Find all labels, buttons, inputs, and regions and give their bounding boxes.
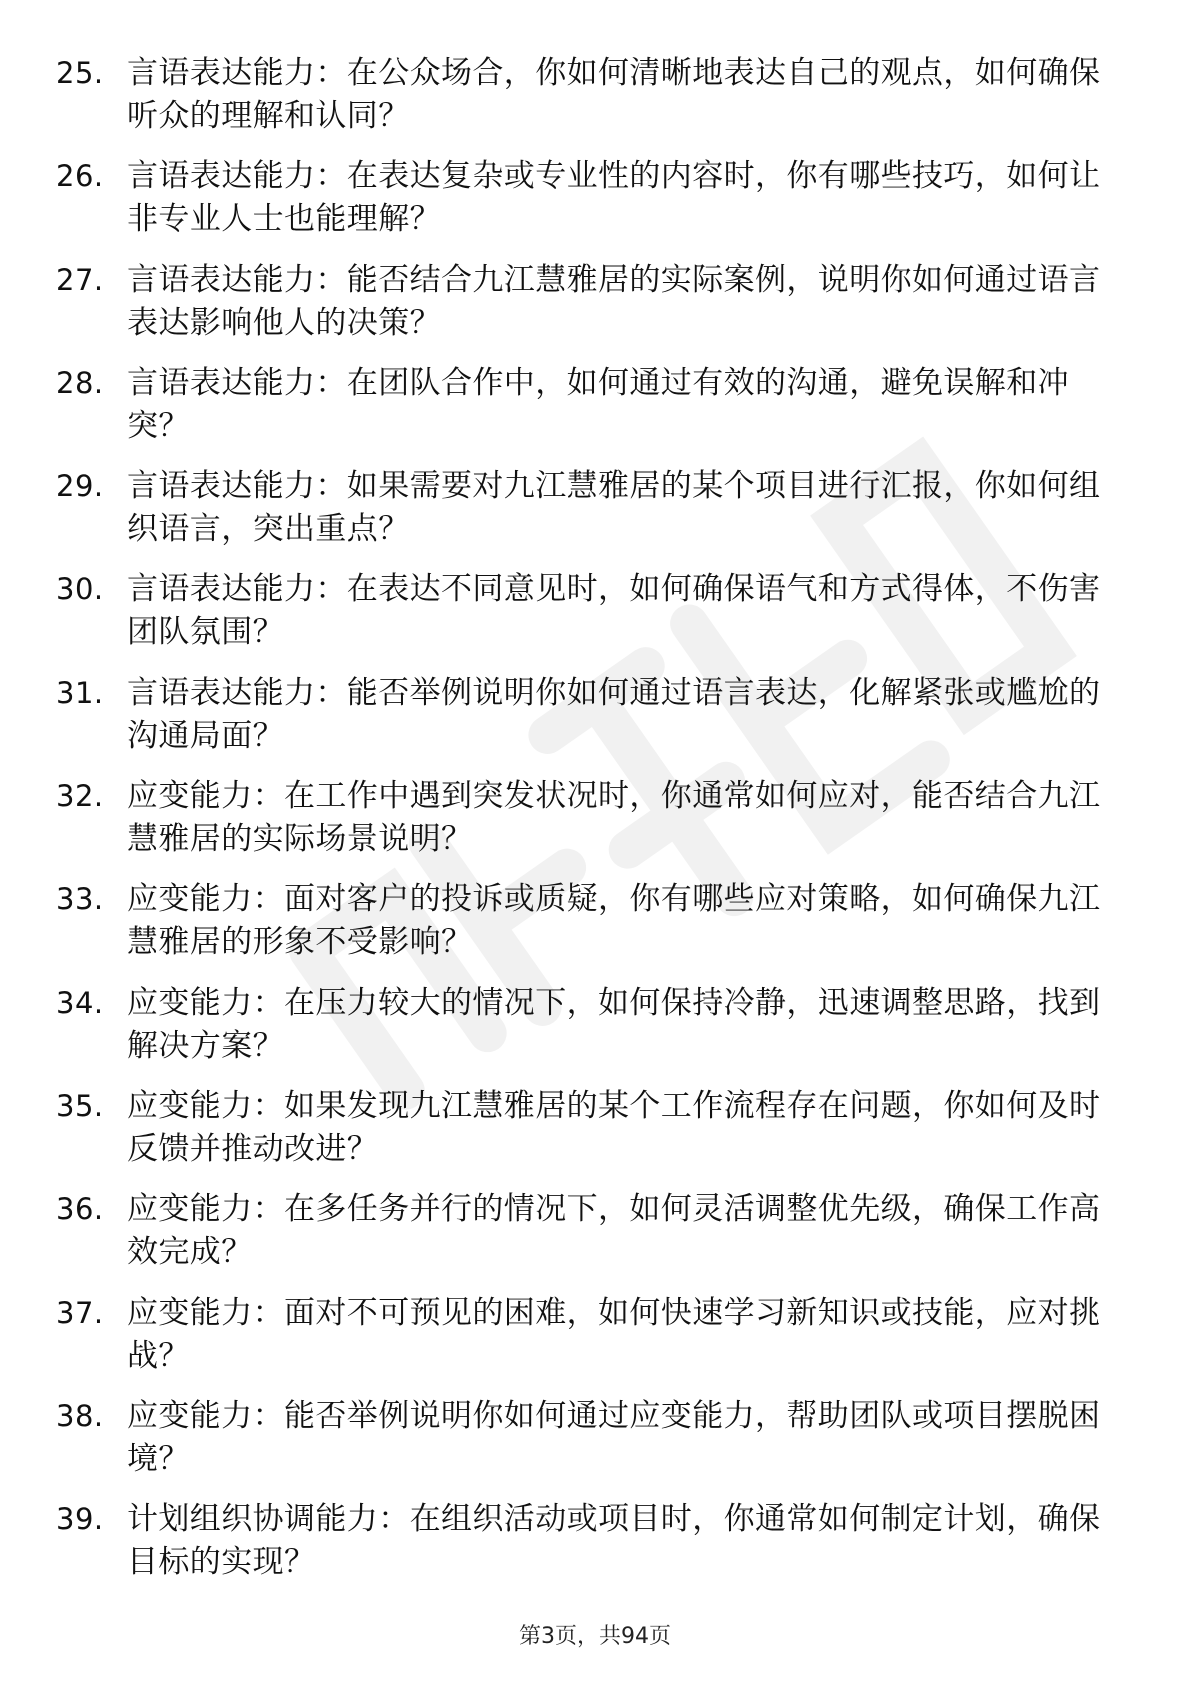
list-item <box>0 982 1190 1085</box>
question-number: 28. <box>56 365 104 400</box>
question-text: 言语表达能力：能否举例说明你如何通过语言表达，化解紧张或尴尬的沟通局面？ <box>127 674 1101 754</box>
question-number: 32. <box>56 779 104 814</box>
question-number: 33. <box>56 882 104 917</box>
question-text: 应变能力：如果发现九江慧雅居的某个工作流程存在问题，你如何及时反馈并推动改进？ <box>127 1087 1101 1167</box>
list-item <box>0 672 1190 775</box>
list-item <box>0 259 1190 362</box>
question-number: 39. <box>56 1502 104 1537</box>
question-text: 言语表达能力：在表达复杂或专业性的内容时，你有哪些技巧，如何让非专业人士也能理解？ <box>127 158 1101 238</box>
question-number: 36. <box>56 1192 104 1227</box>
list-item <box>0 1188 1190 1291</box>
list-item <box>0 775 1190 878</box>
question-text: 言语表达能力：在表达不同意见时，如何确保语气和方式得体，不伤害团队氛围？ <box>127 571 1101 651</box>
question-text: 言语表达能力：在团队合作中，如何通过有效的沟通，避免误解和冲突？ <box>127 364 1069 444</box>
question-number: 25. <box>56 56 104 90</box>
question-number: 31. <box>56 675 104 710</box>
page-number-footer: 第3页，共94页 <box>519 1624 671 1649</box>
question-text: 应变能力：能否举例说明你如何通过应变能力，帮助团队或项目摆脱困境？ <box>127 1397 1101 1477</box>
list-item <box>0 1085 1190 1188</box>
list-item <box>0 1292 1190 1395</box>
question-text: 计划组织协调能力：在组织活动或项目时，你通常如何制定计划，确保目标的实现？ <box>127 1501 1101 1581</box>
list-item <box>0 1498 1190 1601</box>
question-text: 应变能力：在多任务并行的情况下，如何灵活调整优先级，确保工作高效完成？ <box>127 1191 1101 1271</box>
question-text: 应变能力：面对不可预见的困难，如何快速学习新知识或技能，应对挑战？ <box>127 1294 1101 1374</box>
question-list <box>0 52 1190 1601</box>
list-item <box>0 362 1190 465</box>
question-text: 应变能力：面对客户的投诉或质疑，你有哪些应对策略，如何确保九江慧雅居的形象不受影响？ <box>127 881 1101 961</box>
list-item <box>0 568 1190 671</box>
question-number: 34. <box>56 985 104 1020</box>
question-text: 应变能力：在工作中遇到突发状况时，你通常如何应对，能否结合九江慧雅居的实际场景说明？ <box>127 778 1101 858</box>
list-item <box>0 878 1190 981</box>
question-text: 应变能力：在压力较大的情况下，如何保持冷静，迅速调整思路，找到解决方案？ <box>127 984 1101 1064</box>
question-text: 言语表达能力：在公众场合，你如何清晰地表达自己的观点，如何确保听众的理解和认同？ <box>127 55 1101 134</box>
list-item <box>0 465 1190 568</box>
question-number: 29. <box>56 469 104 504</box>
question-number: 38. <box>56 1398 104 1433</box>
list-item <box>0 52 1190 155</box>
list-item <box>0 1395 1190 1498</box>
question-text: 言语表达能力：能否结合九江慧雅居的实际案例，说明你如何通过语言表达影响他人的决策？ <box>127 261 1101 341</box>
question-number: 27. <box>56 262 104 297</box>
question-text: 言语表达能力：如果需要对九江慧雅居的某个项目进行汇报，你如何组织语言，突出重点？ <box>127 468 1101 548</box>
list-item <box>0 155 1190 258</box>
question-number: 30. <box>56 572 104 607</box>
question-number: 26. <box>56 159 104 194</box>
question-number: 37. <box>56 1295 104 1330</box>
question-number: 35. <box>56 1088 104 1123</box>
